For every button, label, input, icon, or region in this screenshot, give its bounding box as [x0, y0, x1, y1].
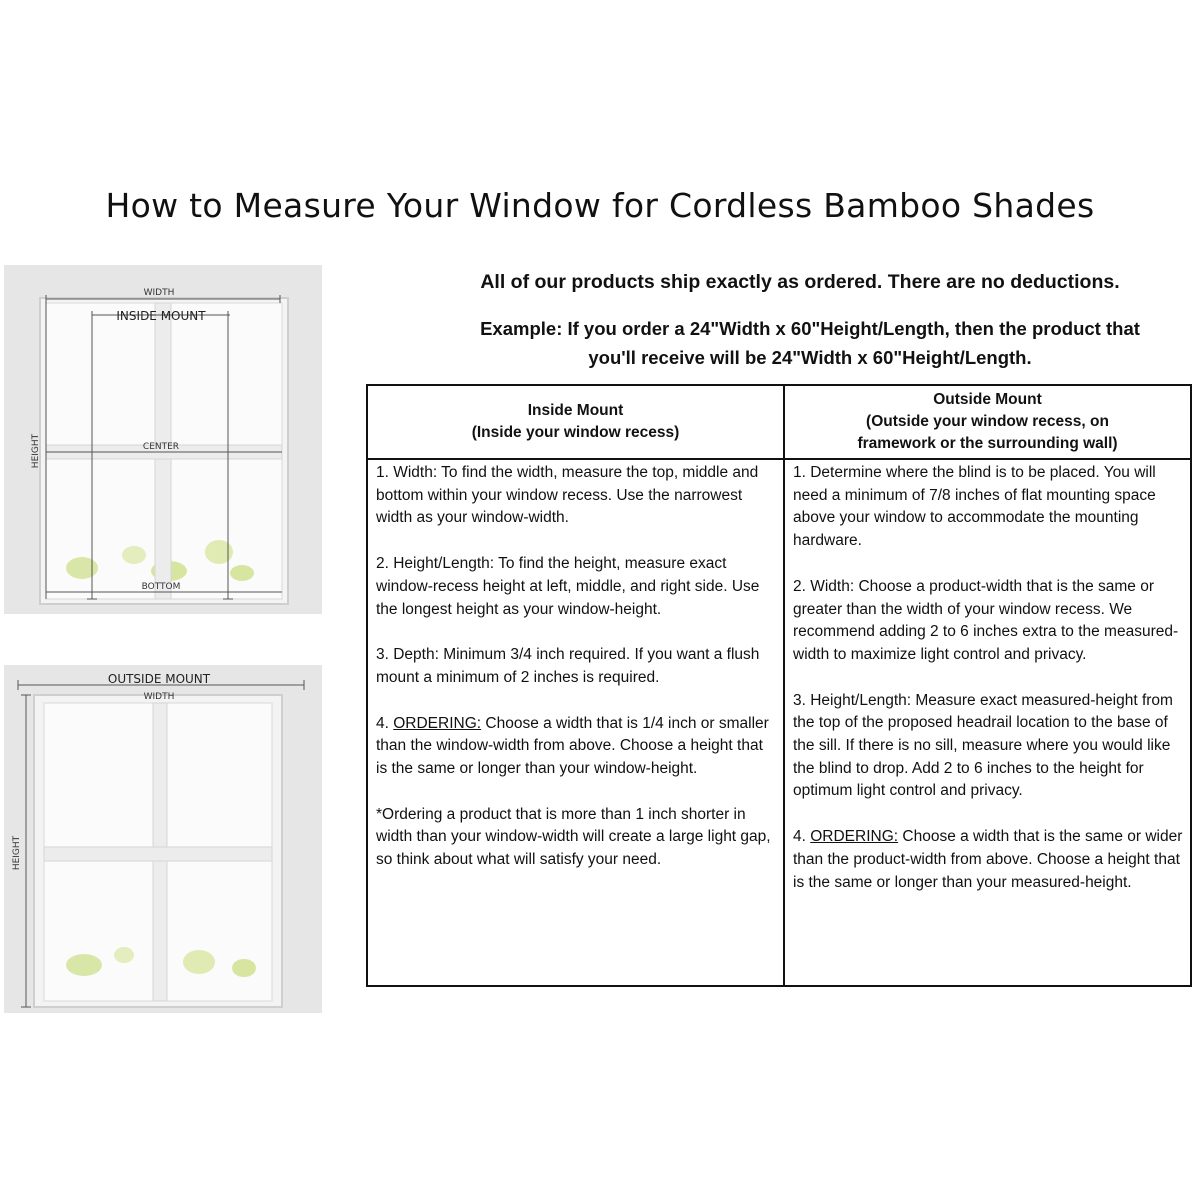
- inside-step-height: 2. Height/Length: To find the height, measure exact window-recess height at left, middle, and right side. Use the longest height as your window-height.: [376, 555, 760, 618]
- height-label: HEIGHT: [12, 835, 22, 871]
- example-line-2: you'll receive will be 24"Width x 60"Height/Length.: [588, 347, 1032, 368]
- bottom-label: BOTTOM: [141, 582, 181, 592]
- example-text: [420, 314, 1200, 372]
- outside-ordering-number: 4.: [793, 828, 811, 846]
- center-label: CENTER: [142, 442, 180, 452]
- outside-ordering-label: ORDERING:: [810, 828, 899, 846]
- outside-mount-instructions: [784, 459, 1191, 986]
- inside-step-ordering: [376, 713, 777, 781]
- inside-mount-subtitle: (Inside your window recess): [471, 424, 680, 441]
- outside-mount-diagram: [4, 665, 322, 1013]
- inside-mount-title: Inside Mount: [527, 402, 624, 419]
- width-label: WIDTH: [143, 288, 175, 298]
- mounting-instructions-table: [366, 384, 1192, 987]
- outside-step-ordering: [793, 826, 1184, 894]
- inside-ordering-label: ORDERING:: [393, 714, 482, 732]
- outside-ordering-text: Choose a width that is the same or wider than the product-width from above. Choose a height that is the same or longer than your measured-height.: [793, 828, 1183, 891]
- example-line-1: Example: If you order a 24"Width x 60"Height/Length, then the product that: [480, 318, 1140, 339]
- outside-mount-subtitle-1: (Outside your window recess, on: [866, 413, 1109, 430]
- table-body-row: [367, 459, 1191, 986]
- inside-ordering-number: 4.: [376, 714, 394, 732]
- outside-mount-window-illustration: [4, 665, 322, 1013]
- inside-mount-instructions: [367, 459, 784, 986]
- inside-mount-label: INSIDE MOUNT: [116, 309, 206, 323]
- inside-step-width: 1. Width: To find the width, measure the top, middle and bottom within your window recess. Use the narrowest width as your window-width.: [376, 464, 759, 527]
- outside-step-height: 3. Height/Length: Measure exact measured-height from the top of the proposed headrail location to the base of the sill. If there is no sill, measure where you would like the blind to drop. Add 2 to 6 inches to the height for optimum light control and privacy.: [793, 691, 1173, 800]
- width-label: WIDTH: [143, 692, 175, 702]
- inside-mount-window-illustration: [4, 265, 322, 614]
- no-deductions-headline: All of our products ship exactly as ordered. There are no deductions.: [480, 271, 1120, 293]
- inside-mount-diagram: [4, 265, 322, 614]
- inside-note: *Ordering a product that is more than 1 inch shorter in width than your window-width will create a large light gap, so think about what will satisfy your need.: [376, 805, 771, 869]
- table-header-row: [367, 385, 1191, 459]
- outside-mount-title: Outside Mount: [933, 391, 1042, 408]
- outside-mount-label: OUTSIDE MOUNT: [107, 672, 211, 686]
- outside-step-placement: 1. Determine where the blind is to be placed. You will need a minimum of 7/8 inches of flat mounting space above your window to accommodate the mounting hardware.: [793, 464, 1156, 550]
- inside-step-depth: 3. Depth: Minimum 3/4 inch required. If you want a flush mount a minimum of 2 inches is required.: [376, 646, 760, 686]
- inside-mount-header: [367, 385, 784, 459]
- page-title: How to Measure Your Window for Cordless Bamboo Shades: [105, 186, 1095, 225]
- inside-ordering-text: Choose a width that is 1/4 inch or smaller than the window-width from above. Choose a height that is the same or longer than your window-height.: [376, 714, 769, 778]
- outside-mount-header: [784, 385, 1191, 459]
- height-label: HEIGHT: [31, 433, 41, 469]
- outside-step-width: 2. Width: Choose a product-width that is the same or greater than the width of your window recess. We recommend adding 2 to 6 inches extra to the measured-width to maximize light control and privacy.: [793, 577, 1179, 663]
- outside-mount-subtitle-2: framework or the surrounding wall): [857, 435, 1118, 452]
